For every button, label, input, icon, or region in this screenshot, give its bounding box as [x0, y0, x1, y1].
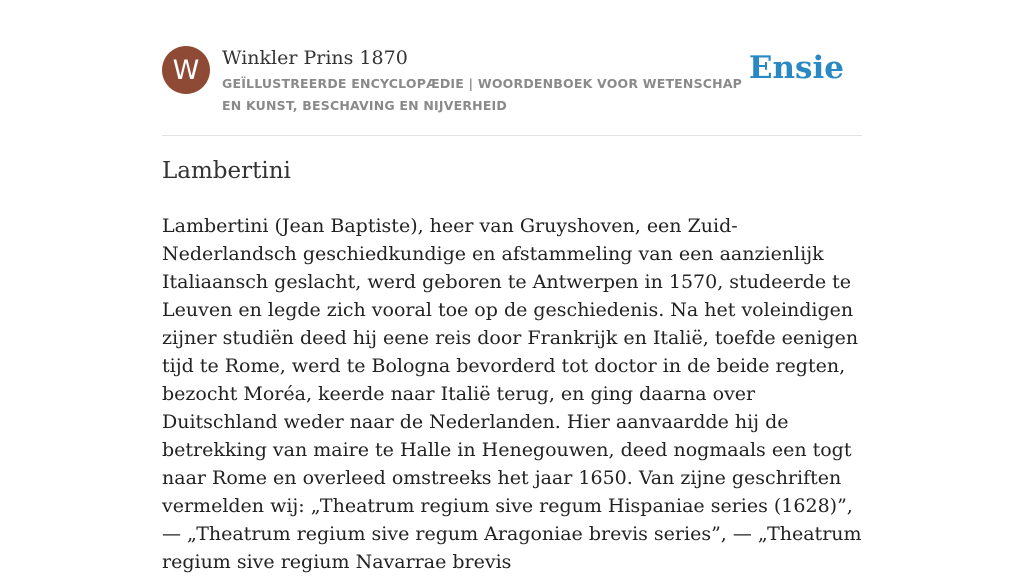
source-avatar[interactable]: W: [162, 46, 210, 94]
ensie-logo[interactable]: Ensie: [748, 50, 844, 86]
source-subtitle: GEÏLLUSTREERDE ENCYCLOPÆDIE | WOORDENBOEK VOOR WETENSCHAP EN KUNST, BESCHAVING EN NIJVERHEID: [222, 76, 743, 113]
entry-body: Lambertini (Jean Baptiste), heer van Gruyshoven, een Zuid-Nederlandsch geschiedkundige en afstammeling van een aanzienlijk Italiaansch geslacht, werd geboren te Antwerpen in 1570, studeerde te Leuven en legde zich vooral toe op de geschiedenis. Na het voleindigen zijner studiën deed hij eene reis door Frankrijk en Italië, toefde eenigen tijd te Rome, werd te Bologna bevorderd tot doctor in de beide regten, bezocht Moréa, keerde naar Italië terug, en ging daarna over Duitschland weder naar de Nederlanden. Hier aanvaardde hij de betrekking van maire te Halle in Henegouwen, deed nogmaals een togt naar Rome en overleed omstreeks het jaar 1650. Van zijne geschriften vermelden wij: „Theatrum regium sive regum Hispaniae series (1628)”, — „Theatrum regium sive regum Aragoniae brevis series”, — „Theatrum regium sive regium Navarrae brevis: [162, 215, 862, 573]
source-header: [162, 46, 862, 136]
header-divider: [162, 135, 862, 136]
source-title[interactable]: Winkler Prins 1870: [222, 47, 408, 69]
entry-title: Lambertini: [162, 158, 291, 184]
